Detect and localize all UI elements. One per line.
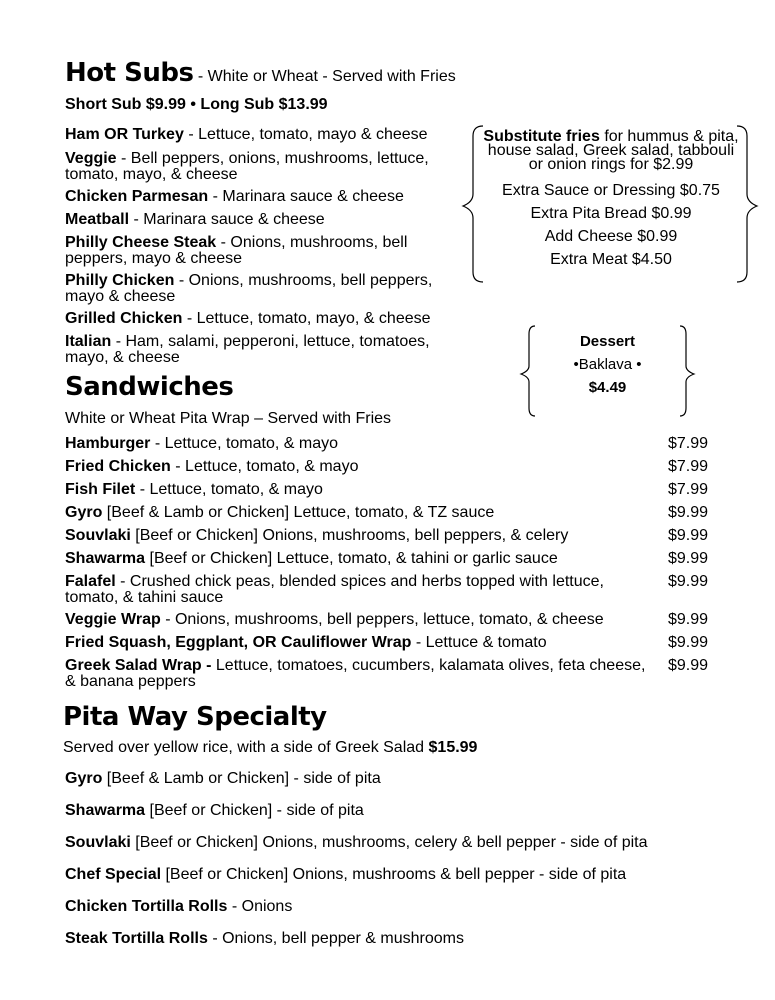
menu-item: Gyro [Beef & Lamb or Chicken] Lettuce, tomato, & TZ sauce: [65, 504, 495, 521]
menu-item: Meatball - Marinara sauce & cheese: [65, 211, 325, 228]
menu-item: Ham OR Turkey - Lettuce, tomato, mayo & cheese: [65, 126, 428, 143]
menu-item: Philly Cheese Steak - Onions, mushrooms, bell peppers, mayo & cheese: [65, 234, 408, 267]
extra-line: Extra Sauce or Dressing $0.75: [502, 182, 720, 199]
menu-item: Shawarma [Beef or Chicken] - side of pita: [65, 802, 364, 819]
hot-subs-title: Hot Subs: [65, 58, 194, 88]
specialty-subtitle-row: [63, 739, 477, 757]
extra-line: Extra Pita Bread $0.99: [530, 205, 692, 222]
item-price: $9.99: [668, 634, 709, 651]
menu-item: Shawarma [Beef or Chicken] Lettuce, tomato, & tahini or garlic sauce: [65, 550, 558, 567]
sandwiches-title: Sandwiches: [65, 372, 234, 402]
hot-subs-subtitle: - White or Wheat - Served with Fries: [197, 68, 456, 85]
menu-item: Chicken Tortilla Rolls - Onions: [65, 898, 293, 915]
item-price: $7.99: [668, 481, 709, 498]
dessert-box: [540, 330, 675, 399]
menu-item: Gyro [Beef & Lamb or Chicken] - side of pita: [65, 770, 381, 787]
item-price: $9.99: [668, 527, 709, 544]
item-price: $9.99: [668, 550, 709, 567]
menu-item: Steak Tortilla Rolls - Onions, bell pepper & mushrooms: [65, 930, 464, 947]
menu-item: Fried Chicken - Lettuce, tomato, & mayo: [65, 458, 359, 475]
sandwiches-subtitle: White or Wheat Pita Wrap – Served with Fries: [65, 410, 392, 427]
item-price: $9.99: [668, 611, 709, 628]
item-price: $7.99: [668, 458, 709, 475]
menu-item: Philly Chicken - Onions, mushrooms, bell peppers, mayo & cheese: [65, 272, 433, 305]
dessert-price: $4.49: [588, 379, 627, 396]
menu-item: Chef Special [Beef or Chicken] Onions, mushrooms & bell pepper - side of pita: [65, 866, 627, 883]
item-price: $9.99: [668, 504, 709, 521]
menu-item: Italian - Ham, salami, pepperoni, lettuce, tomatoes, mayo, & cheese: [65, 333, 430, 366]
menu-item: Veggie Wrap - Onions, mushrooms, bell peppers, lettuce, tomato, & cheese: [65, 611, 604, 628]
hot-subs-prices: Short Sub $9.99 • Long Sub $13.99: [65, 96, 328, 113]
menu-item: Fried Squash, Eggplant, OR Cauliflower Wrap - Lettuce & tomato: [65, 634, 547, 651]
dessert-title: Dessert: [579, 333, 636, 350]
menu-item: Souvlaki [Beef or Chicken] Onions, mushrooms, bell peppers, & celery: [65, 527, 569, 544]
item-price: $7.99: [668, 435, 709, 452]
extra-line: Add Cheese $0.99: [544, 228, 678, 245]
menu-item: Veggie - Bell peppers, onions, mushrooms, lettuce, tomato, mayo, & cheese: [65, 150, 429, 183]
substitute-fries: Substitute fries for hummus & pita, house salad, Greek salad, tabbouli or onion rings for $2.99: [483, 128, 739, 173]
specialty-subtitle: Served over yellow rice, with a side of Greek Salad: [63, 739, 425, 756]
item-price: $9.99: [668, 573, 709, 590]
dessert-item: •Baklava •: [573, 356, 642, 373]
extras-box: [480, 130, 742, 271]
menu-item: Souvlaki [Beef or Chicken] Onions, mushrooms, celery & bell pepper - side of pita: [65, 834, 648, 851]
menu-item: Fish Filet - Lettuce, tomato, & mayo: [65, 481, 323, 498]
menu-item: Chicken Parmesan - Marinara sauce & cheese: [65, 188, 404, 205]
extra-line: Extra Meat $4.50: [550, 251, 672, 268]
item-price: $9.99: [668, 657, 709, 674]
specialty-title: Pita Way Specialty: [63, 702, 327, 732]
menu-item: Greek Salad Wrap - Lettuce, tomatoes, cucumbers, kalamata olives, feta cheese, & banana peppers: [65, 657, 646, 690]
menu-item: Hamburger - Lettuce, tomato, & mayo: [65, 435, 339, 452]
menu-item: Falafel - Crushed chick peas, blended spices and herbs topped with lettuce, tomato, & tahini sauce: [65, 573, 604, 606]
menu-item: Grilled Chicken - Lettuce, tomato, mayo, & cheese: [65, 310, 431, 327]
specialty-price: $15.99: [428, 739, 478, 756]
hot-subs-heading: [65, 58, 456, 88]
